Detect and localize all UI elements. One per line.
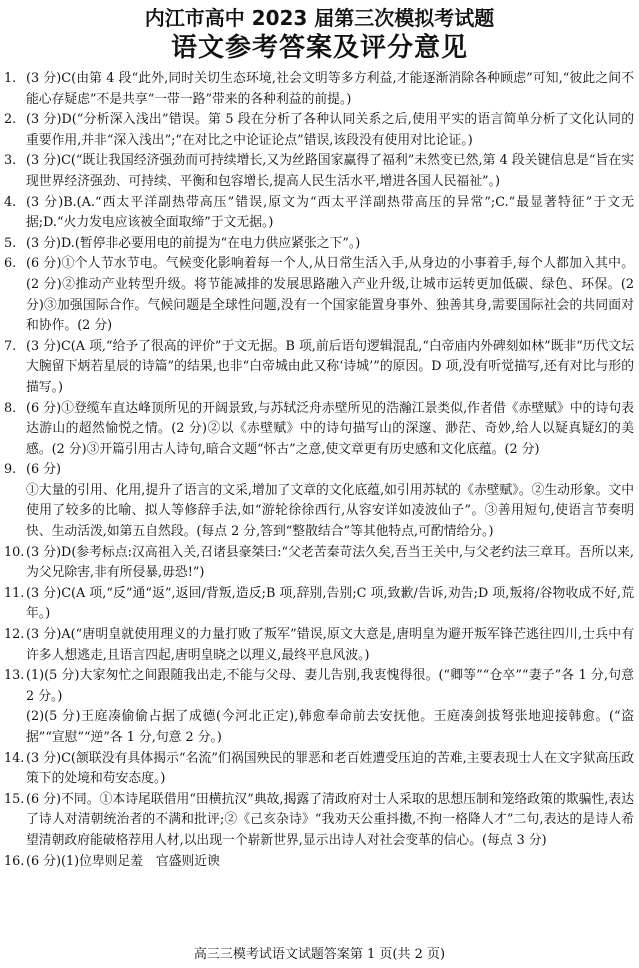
item-number: 3. bbox=[4, 153, 17, 169]
answer-item bbox=[4, 399, 634, 461]
item-text: (3 分)C(由第 4 段“此外,同时关切生态环境,社会文明等多方利益,才能逐渐消除各种顾虑”可知,“彼此之间不能心存疑虑”不是共享“一带一路”带来的各种利益的前提。) bbox=[26, 71, 634, 107]
item-number: 2. bbox=[4, 112, 17, 128]
answer-list bbox=[4, 69, 634, 872]
page-footer: 高三三模考试语文试题答案第 1 页(共 2 页) bbox=[193, 947, 446, 962]
item-number: 14. bbox=[4, 750, 25, 766]
item-text: (6 分)①个人节水节电。气候变化影响着每一个人,从日常生活入手,从身边的小事着手,每个人都加入其中。(2 分)②推动产业转型升级。将节能减排的发展思路融入产业升级,让城市运转更加低碳、绿色、环保。(2 分)③加强国际合作。气候问题是全球性问题,没有一个国家能置身事外、独善其身,需要国际社会的共同面对和协作。(2 分) bbox=[26, 256, 634, 334]
answer-item bbox=[4, 234, 634, 255]
item-text: (1)(5 分)大家匆忙之间跟随我出走,不能与父母、妻儿告别,我衷愧得很。(“卿等”“仓卒”“妻子”各 1 分,句意 2 分。) bbox=[26, 668, 634, 704]
item-text: (6 分)(1)位卑则足羞 官盛则近谀 bbox=[26, 853, 220, 869]
item-text: (2)(5 分)王庭凑偷偷占据了成德(今河北正定),韩愈奉命前去安抚他。王庭凑剑拔弩张地迎接韩愈。(“盗据”“宣慰”“逆”各 1 分,句意 2 分。) bbox=[26, 709, 634, 745]
item-number: 6. bbox=[4, 256, 17, 272]
answer-item bbox=[4, 543, 634, 584]
answer-item bbox=[4, 151, 634, 192]
answer-item bbox=[4, 69, 634, 110]
item-number: 8. bbox=[4, 400, 17, 416]
item-number: 10. bbox=[4, 544, 25, 560]
answer-item bbox=[4, 666, 634, 707]
item-text: (3 分)D.(暂停非必要用电的前提为“在电力供应紧张之下”。) bbox=[26, 235, 361, 251]
answer-item bbox=[4, 749, 634, 790]
answer-item bbox=[4, 254, 634, 336]
item-text: (3 分)B.(A.“西太平洋副热带高压”错误,原文为“西太平洋副热带高压的异常”;C.“最显著特征”于文无据;D.“火力发电应该被全面取缔”于文无据。) bbox=[26, 194, 634, 231]
item-text: (3 分)C(A 项,“给予了很高的评价”于文无据。B 项,前后语句逻辑混乱,“白帝庙内外碑刻如林”既非“历代文坛大腕留下炳若星辰的诗篇”的结果,也非“白帝城由此又称‘诗城’”的原因。D 项,没有听觉描写,还有对比与形的描写。) bbox=[26, 338, 634, 395]
answer-item bbox=[4, 193, 634, 234]
item-text: (3 分)C(“既让我国经济强劲而可持续增长,又为丝路国家赢得了福利”未然变已然,第 4 段关键信息是“旨在实现世界经济强劲、可持续、平衡和包容增长,提高人民生活水平,增进各国人民福祉”。) bbox=[26, 153, 634, 189]
answer-item bbox=[4, 790, 634, 852]
item-number: 15. bbox=[4, 791, 25, 807]
item-number: 7. bbox=[4, 338, 17, 354]
item-text: (6 分) bbox=[26, 462, 61, 478]
item-text: (3 分)A(“唐明皇就使用理义的力量打败了叛军”错误,原文大意是,唐明皇为避开叛军锋芒逃往四川,士兵中有许多人想逃走,且语言四起,唐明皇晓之以理义,最终平息风波。) bbox=[26, 627, 634, 663]
exam-title: 内江市高中 2023 届第三次模拟考试题 bbox=[144, 6, 495, 30]
item-text: (3 分)C(A 项,“反”通“返”,返回/背叛,造反;B 项,辞别,告别;C 项,致歉/告诉,劝告;D 项,叛将/谷物收成不好,荒年。) bbox=[26, 585, 634, 622]
item-number: 5. bbox=[4, 235, 17, 251]
answer-item bbox=[4, 110, 634, 151]
answer-key-title: 语文参考答案及评分意见 bbox=[170, 33, 468, 63]
item-text: (6 分)不同。①本诗尾联借用“田横抗汉”典故,揭露了清政府对士人采取的思想压制和笼络政策的欺骗性,表达了诗人对清朝统治者的不满和批评;②《己亥杂诗》“我劝天公重抖擞,不拘一格降人才”二句,表达的是诗人希望清朝政府能破格荐用人材,以出现一个崭新世界,显示出诗人对社会变革的信心。(每点 3 分) bbox=[26, 791, 634, 848]
item-number: 4. bbox=[4, 194, 17, 210]
answer-item bbox=[4, 460, 634, 481]
item-number: 12. bbox=[4, 627, 25, 643]
item-number: 13. bbox=[4, 668, 25, 684]
item-number: 11. bbox=[4, 585, 25, 601]
item-text: (3 分)D(参考标点:汉高祖入关,召诸县豪桀曰:“父老苦秦苛法久矣,吾当王关中,与父老约法三章耳。吾所以来,为父兄除害,非有所侵暴,毋恐!”) bbox=[26, 544, 634, 581]
answer-item bbox=[4, 337, 634, 399]
item-number: 9. bbox=[4, 462, 17, 478]
answer-item bbox=[4, 625, 634, 666]
item-text: (3 分)C(颔联没有具体揭示“名流”们祸国殃民的罪恶和老百姓遭受压迫的苦难,主要表现士人在文字狱高压政策下的处境和苟安态度。) bbox=[26, 750, 634, 787]
item-number: 1. bbox=[4, 71, 17, 86]
item-text: (6 分)①登缆车直达峰顶所见的开阔景致,与苏轼泛舟赤壁所见的浩瀚江景类似,作者借《赤壁赋》中的诗句表达游山的超然愉悦之情。(2 分)②以《赤壁赋》中的诗句描写山的深邃、渺茫、奇妙,给人以疑真疑幻的美感。(2 分)③开篇引用古人诗句,暗合文题“怀古”之意,使文章更有历史感和文化底蕴。(2 分) bbox=[26, 400, 634, 457]
item9-body: ①大量的引用、化用,提升了语言的文采,增加了文章的文化底蕴,如引用苏轼的《赤壁赋》。②生动形象。文中使用了较多的比喻、拟人等修辞手法,如“游轮徐徐西行,从容安详如凌波仙子”。③善用短句,使语言节奏明快、生动活泼,如第五自然段。(每点 2 分,答到“整散结合”等其他特点,可酌情给分。) bbox=[26, 482, 634, 540]
answer-item bbox=[4, 707, 634, 748]
answer-item bbox=[4, 852, 634, 873]
answer-item bbox=[4, 584, 634, 625]
item-number: 16. bbox=[4, 853, 25, 869]
item-text: (3 分)D(“分析深入浅出”错误。第 5 段在分析了各种认同关系之后,使用平实的语言简单分析了文化认同的重要作用,并非“深入浅出”;“在对比之中论证论点”错误,该段没有使用对比论证。) bbox=[26, 112, 634, 148]
